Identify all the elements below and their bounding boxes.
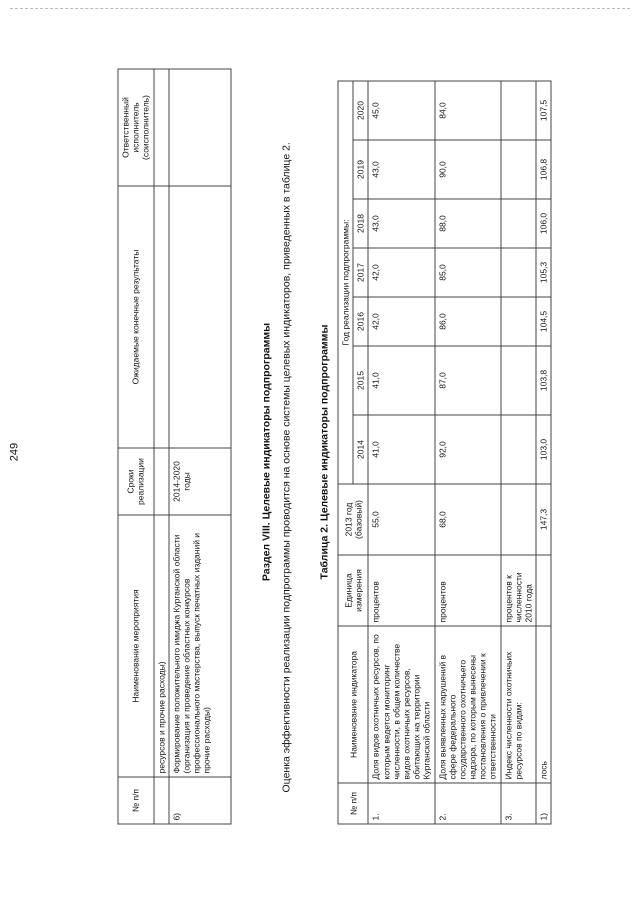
cell: Доля выявленных нарушений в сфере федерального государственного охотничьего надзора, по которым вынесены постановления о привлечении к ответственности (435, 626, 501, 783)
cell (501, 484, 537, 555)
table2-title: Таблица 2. Целевые индикаторы подпрограммы (318, 324, 331, 580)
col-year: 2018 (353, 199, 368, 248)
cell: 147,3 (536, 484, 551, 555)
cell (501, 248, 537, 297)
col-indicator: Наименование индикатора (338, 626, 368, 783)
cell: 43,0 (368, 140, 434, 199)
cell: 45,0 (368, 81, 434, 140)
measures-table (118, 69, 232, 825)
col-year: 2015 (353, 346, 368, 415)
rotated-page (1, 0, 640, 905)
cell (169, 186, 231, 448)
cell (501, 140, 537, 199)
cell: 41,0 (368, 415, 434, 484)
col-period: Сроки реализации (118, 448, 154, 515)
cell: ресурсов и прочие расходы) (154, 515, 169, 777)
cell (536, 555, 551, 626)
cell (501, 297, 537, 346)
cell (154, 777, 169, 824)
col-year: 2020 (353, 81, 368, 140)
cell: 68,0 (435, 484, 501, 555)
cell: 106,0 (536, 199, 551, 248)
col-results: Ожидаемые конечные результаты (118, 186, 154, 448)
cell: Формирование положительного имиджа Курганской области (организация и проведение областных конкурсов профессионального мастерства, выпуск печатных изданий и прочие расходы) (169, 515, 231, 777)
cell: 42,0 (368, 297, 434, 346)
cell: 107,5 (536, 81, 551, 140)
cell: 1) (536, 783, 551, 824)
cell: 2014-2020 годы (169, 448, 231, 515)
table-header-row (338, 81, 353, 824)
cell (154, 186, 169, 448)
cell: 103,8 (536, 346, 551, 415)
cell: 103,0 (536, 415, 551, 484)
cell: 1. (368, 783, 434, 824)
cell: 106,8 (536, 140, 551, 199)
col-year: 2017 (353, 248, 368, 297)
cell: Доля видов охотничьих ресурсов, по которым ведется мониторинг численности, в общем количестве видов охотничьих ресурсов, обитающих на территории Курганской области (368, 626, 434, 783)
col-base-year: 2013 год (базовый) (338, 484, 368, 555)
cell: Индекс численности охотничьих ресурсов по видам: (501, 626, 537, 783)
cell: 105,3 (536, 248, 551, 297)
cell: процентов (435, 555, 501, 626)
cell: 87,0 (435, 346, 501, 415)
cell (501, 81, 537, 140)
cell: 55,0 (368, 484, 434, 555)
table-row (435, 81, 501, 824)
table-header-row (118, 69, 154, 824)
cell: процентов (368, 555, 434, 626)
col-years-group: Год реализации подпрограммы: (338, 81, 353, 484)
table-row (536, 81, 551, 824)
table-row (154, 69, 169, 824)
cell (501, 199, 537, 248)
cell: 88,0 (435, 199, 501, 248)
cell: 6) (169, 777, 231, 824)
cell: 104,5 (536, 297, 551, 346)
cell: 90,0 (435, 140, 501, 199)
table-row (368, 81, 434, 824)
table-row (501, 81, 537, 824)
col-year: 2019 (353, 140, 368, 199)
cell: 3. (501, 783, 537, 824)
table-row (169, 69, 231, 824)
col-executor: Ответственный исполнитель (соисполнитель) (118, 69, 154, 186)
indicators-table (338, 81, 552, 825)
cell: 41,0 (368, 346, 434, 415)
cell: 84,0 (435, 81, 501, 140)
cell (154, 448, 169, 515)
section-title: Раздел VIII. Целевые индикаторы подпрограммы (260, 322, 273, 582)
col-measure: Наименование мероприятия (118, 515, 154, 777)
cell: лось (536, 626, 551, 783)
cell: 85,0 (435, 248, 501, 297)
cell: 2. (435, 783, 501, 824)
col-unit: Единица измерения (338, 555, 368, 626)
cell: 92,0 (435, 415, 501, 484)
col-num: № п/п (338, 783, 368, 824)
cell: 43,0 (368, 199, 434, 248)
intro-paragraph: Оценка эффективности реализации подпрограммы проводится на основе системы целевых индикаторов, приведенных в таблице 2. (280, 142, 293, 793)
col-year: 2014 (353, 415, 368, 484)
col-year: 2016 (353, 297, 368, 346)
page-number: 249 (8, 442, 21, 462)
cell: 42,0 (368, 248, 434, 297)
cell (154, 69, 169, 186)
cell: процентов к численности 2010 года (501, 555, 537, 626)
cell: 86,0 (435, 297, 501, 346)
cell (169, 69, 231, 186)
cell (501, 346, 537, 415)
cell (501, 415, 537, 484)
col-num: № п/п (118, 777, 154, 824)
